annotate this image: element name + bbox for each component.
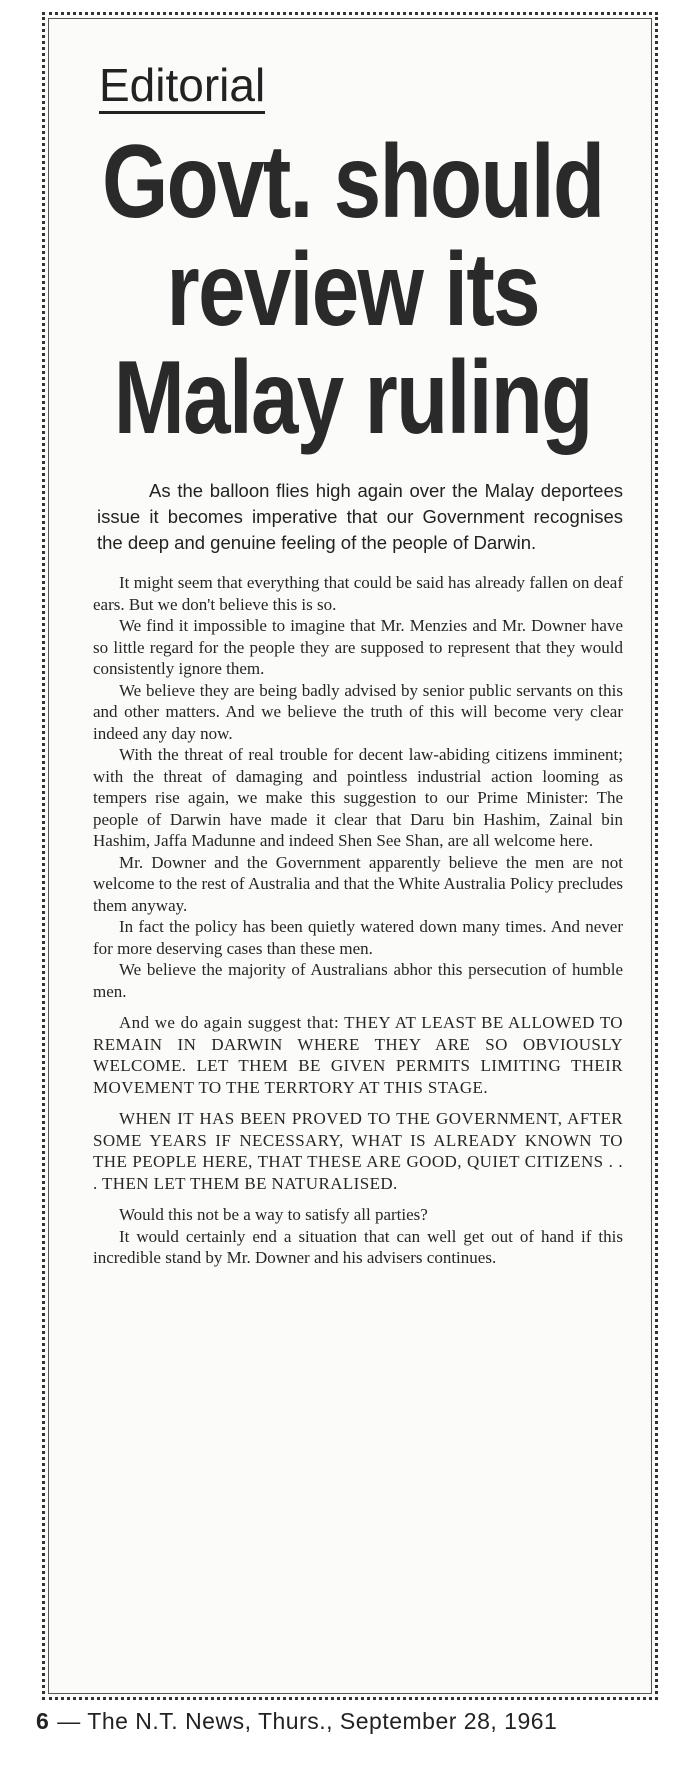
headline-line-3: Malay ruling (114, 340, 592, 456)
body-paragraph: Would this not be a way to satisfy all parties? (119, 1205, 428, 1224)
body-paragraph: It might seem that everything that could be said has already fallen on deaf ears. But we don't believe this is so. (93, 573, 623, 614)
headline-line-1: Govt. should (102, 124, 604, 240)
body-paragraph: In fact the policy has been quietly watered down many times. And never for more deserving cases than these men. (93, 917, 623, 958)
body-paragraph: We believe they are being badly advised by senior public servants on this and other matters. And we believe the truth of this will become very clear indeed any day now. (93, 680, 623, 743)
publication-line: — The N.T. News, Thurs., September 28, 1961 (57, 1708, 558, 1734)
page-number: 6 (36, 1708, 50, 1734)
headline (77, 124, 629, 456)
article-body (93, 572, 623, 1269)
body-paragraph-caps: WHEN IT HAS BEEN PROVED TO THE GOVERNMENT, AFTER SOME YEARS IF NECESSARY, WHAT IS ALREADY KNOWN TO THE PEOPLE HERE, THAT THESE ARE GOOD, QUIET CITIZENS . . . THEN LET THEM BE NATURALISED. (93, 1109, 623, 1193)
body-paragraph: With the threat of real trouble for decent law-abiding citizens imminent; with the threat of damaging and pointless industrial action looming as tempers rise again, we make this suggestion to our Prime Minister: The people of Darwin have made it clear that Daru bin Hashim, Zainal bin Hashim, Jaffa Madunne and indeed Shen See Shan, are all welcome here. (93, 745, 623, 850)
body-paragraph: Mr. Downer and the Government apparently believe the men are not welcome to the rest of Australia and that the White Australia Policy precludes them anyway. (93, 852, 623, 915)
section-kicker: Editorial (99, 61, 265, 114)
headline-line-2: review its (166, 232, 540, 348)
body-paragraph: It would certainly end a situation that can well get out of hand if this incredible stand by Mr. Downer and his advisers continues. (93, 1226, 623, 1267)
body-paragraph-caps: And we do again suggest that: THEY AT LEAST BE ALLOWED TO REMAIN IN DARWIN WHERE THEY ARE SO OBVIOUSLY WELCOME. LET THEM BE GIVEN PERMITS LIMITING THEIR MOVEMENT TO THE TERRTORY AT THIS STAGE. (93, 1013, 623, 1097)
lead-paragraph: As the balloon flies high again over the Malay deportees issue it becomes imperative that our Government recognises the deep and genuine feeling of the people of Darwin. (97, 480, 623, 553)
body-paragraph: We find it impossible to imagine that Mr. Menzies and Mr. Downer have so little regard for the people they are supposed to represent that they would consistently ignore them. (93, 616, 623, 678)
page-footer (36, 1706, 656, 1736)
body-paragraph: We believe the majority of Australians abhor this persecution of humble men. (93, 960, 623, 1001)
newspaper-clipping (42, 12, 658, 1700)
